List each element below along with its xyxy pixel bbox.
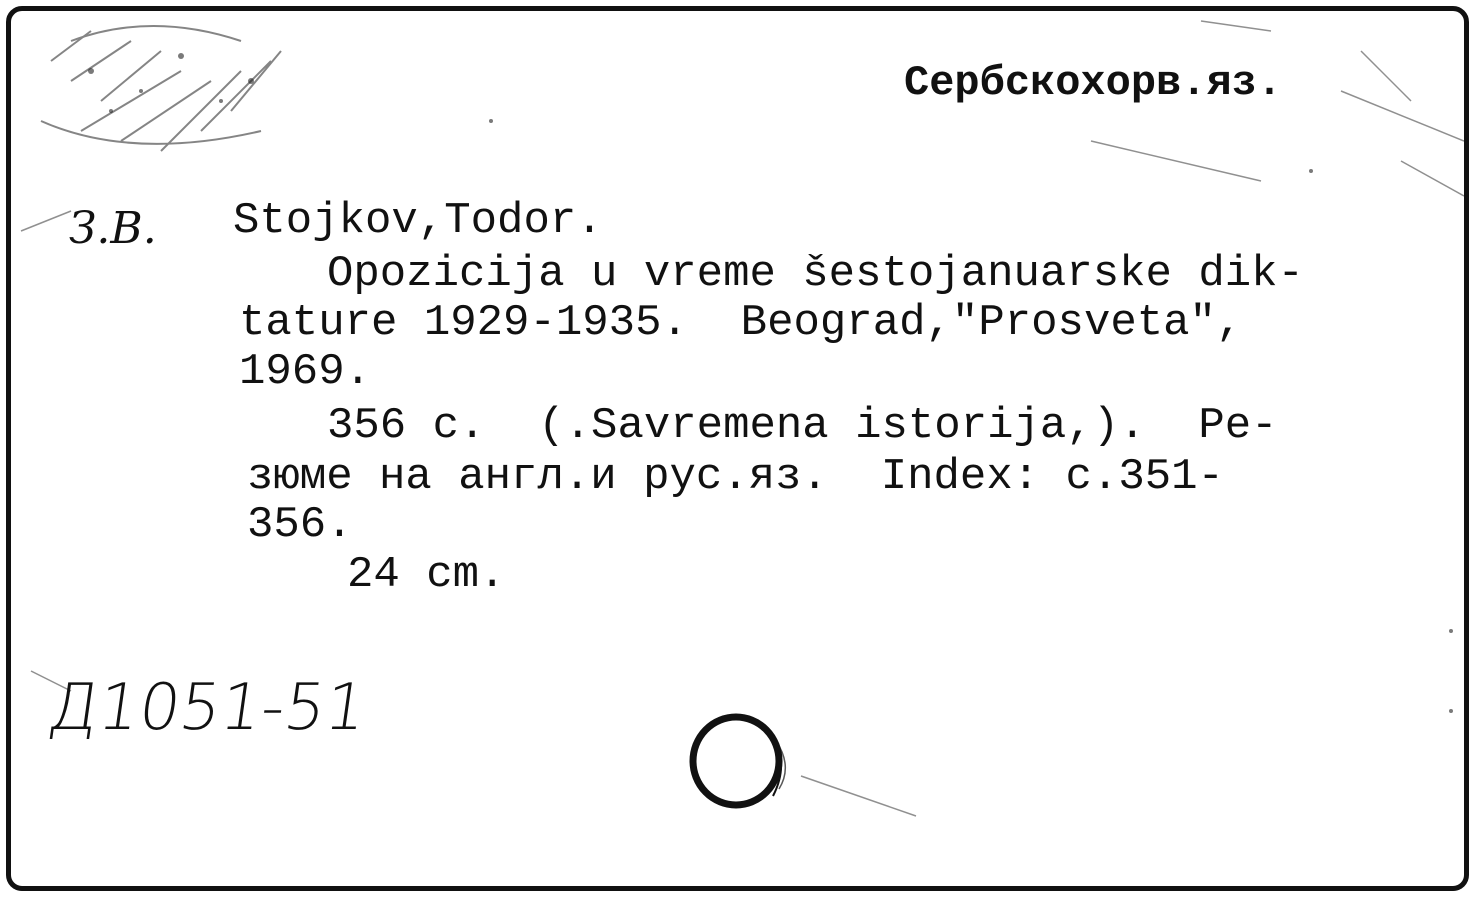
author-heading: Stojkov,Todor.	[233, 196, 603, 246]
punch-hole	[681, 711, 811, 821]
title-line-1: Opozicija u vreme šestojanuarske dik-	[327, 249, 1304, 299]
handwritten-prefix: З.В.	[69, 203, 157, 254]
language-heading: Сербскохорв.яз.	[904, 59, 1283, 107]
description-line-3: 356.	[247, 500, 353, 550]
title-line-2: tature 1929-1935. Beograd,"Prosveta",	[239, 298, 1243, 348]
description-line-1: 356 c. (.Savremena istorija,). Pe-	[327, 401, 1278, 451]
description-line-2: зюме на англ.и рус.яз. Index: c.351-	[247, 452, 1224, 502]
catalog-card	[6, 6, 1469, 891]
call-number: Д1051-51	[43, 671, 372, 745]
title-line-3: 1969.	[239, 347, 372, 397]
size-line: 24 cm.	[347, 550, 506, 600]
